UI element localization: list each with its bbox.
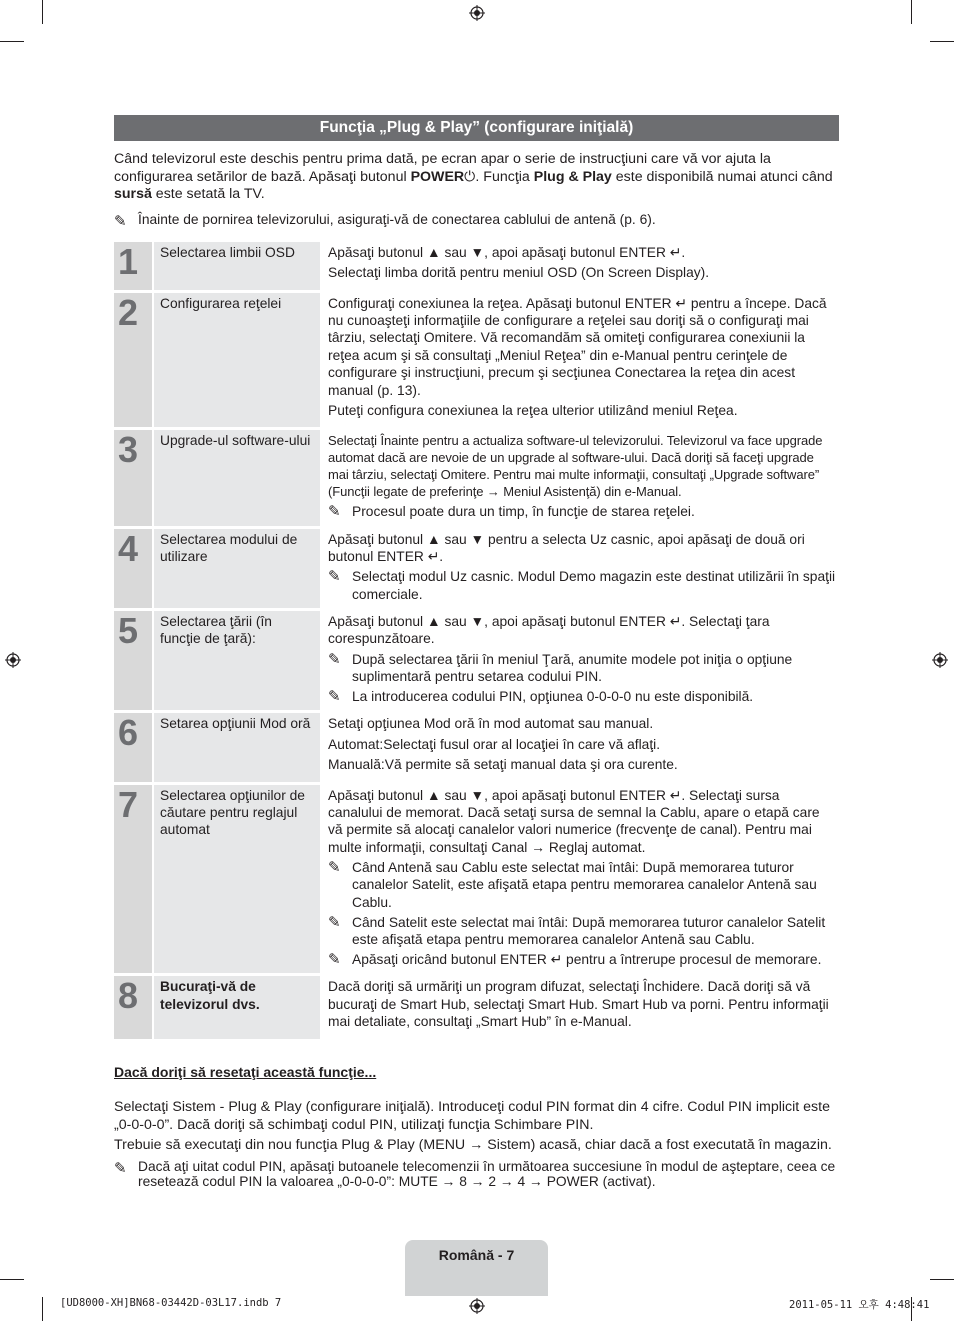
step-row — [114, 713, 839, 781]
crop-mark — [930, 41, 954, 42]
step-line: Manuală:Vă permite să setaţi manual data şi ora curente. — [328, 757, 678, 773]
intro-note — [114, 211, 839, 230]
intro-text: este setată la TV. — [151, 186, 265, 203]
step-row — [114, 785, 839, 974]
note-text: La introducerea codului PIN, opţiunea 0-0-0-0 nu este disponibilă. — [352, 689, 754, 705]
note-text: Procesul poate dura un timp, în funcţie de starea reţelei. — [352, 504, 695, 520]
step-number: 7 — [114, 785, 152, 974]
step-line: Selectaţi Înainte pentru a actualiza software-ul televizorului. Televizorul va face upgrade automat dacă are nevoie de un upgrade al software-ului. Dacă doriţi să faceţi upgrade mai târziu, selectaţi Omitere. Pentru mai multe informaţii, consultaţi „Upgrade software” (Funcţii legate de preferinţe → Meniul Asistenţă) din e-Manual. — [328, 433, 823, 500]
pencil-note-icon: ✎ — [328, 503, 341, 521]
registration-mark-icon — [469, 1298, 485, 1314]
reset-title: Dacă doriţi să resetaţi această funcţie... — [114, 1063, 377, 1080]
registration-mark-icon — [5, 652, 21, 668]
step-row — [114, 242, 839, 290]
source-label: sursă — [114, 186, 152, 203]
section-title: Funcţia „Plug & Play” (configurare iniţială) — [114, 115, 839, 141]
pencil-note-icon: ✎ — [328, 650, 341, 668]
intro-text: . Funcţia — [475, 168, 534, 185]
power-button-label: POWER — [410, 168, 465, 185]
step-line: Configuraţi conexiunea la reţea. Apăsaţi butonul ENTER ↵ pentru a începe. Dacă nu cunoaşteţi informaţiile de configurare a reţelei sau doriţi să o configuraţi mai târziu, selectaţi Omitere. Vă recomandăm să omiteţi configurarea conexiunii la reţea acum şi să consultaţi „Meniul Reţea” din e-Manual pentru cerinţele de configurare şi instrucţiuni, precum şi secţiunea Conectarea la reţea din acest manual (p. 13). — [328, 295, 827, 398]
step-note — [328, 951, 837, 968]
step-line: Setaţi opţiunea Mod oră în mod automat sau manual. — [328, 716, 654, 732]
step-label: Bucuraţi-vă de televizorul dvs. — [152, 976, 320, 1038]
step-row — [114, 293, 839, 428]
intro-paragraph — [114, 151, 839, 204]
step-label: Upgrade-ul software-ului — [152, 430, 320, 525]
intro-text: Când televizorul este deschis pentru prima dată, pe ecran apar o serie de instrucţiuni care vă vor ajuta la configurarea setărilor de bază. Apăsaţi butonul — [114, 151, 771, 185]
crop-mark — [911, 0, 912, 24]
step-number: 3 — [114, 430, 152, 525]
step-description — [320, 785, 839, 974]
step-description — [320, 293, 839, 428]
pencil-note-icon: ✎ — [114, 1159, 127, 1177]
pencil-note-icon: ✎ — [328, 859, 341, 877]
step-label: Configurarea reţelei — [152, 293, 320, 428]
note-text: Apăsaţi oricând butonul ENTER ↵ pentru a întrerupe procesul de memorare. — [352, 952, 822, 968]
registration-mark-icon — [932, 652, 948, 668]
step-number: 5 — [114, 611, 152, 710]
step-note — [328, 688, 837, 705]
step-label: Selectarea limbii OSD — [152, 242, 320, 290]
step-line: Apăsaţi butonul ▲ sau ▼, apoi apăsaţi butonul ENTER ↵. Selectaţi sursa canalului de memorat. Dacă setaţi sursa de semnal la Cablu, apare o etapă care vă permite să alocaţi canalelor valori numerice (frecvenţe de canal). Pentru mai multe informaţii, consultaţi Canal → Reglaj automat. — [328, 787, 820, 855]
reset-note — [114, 1159, 839, 1189]
step-label: Selectarea modului de utilizare — [152, 529, 320, 608]
print-slug-right: 2011-05-11 오후 4:48:41 — [789, 1299, 930, 1311]
step-row — [114, 976, 839, 1038]
crop-mark — [930, 1279, 954, 1280]
page-number-tab: Română - 7 — [405, 1240, 548, 1296]
step-row — [114, 611, 839, 710]
note-text: Când Antenă sau Cablu este selectat mai întâi: După memorarea tuturor canalelor Satelit, este afişată etapa pentru memorarea canalelor Antenă sau Cablu. — [352, 860, 817, 910]
intro-text: este disponibilă numai atunci când — [611, 168, 833, 185]
crop-mark — [0, 1279, 24, 1280]
page-content — [114, 115, 839, 1189]
pencil-note-icon: ✎ — [114, 212, 127, 230]
step-number: 2 — [114, 293, 152, 428]
note-text: Când Satelit este selectat mai întâi: După memorarea tuturor canalelor Satelit este afişată etapa pentru memorarea canalelor Antenă sau Cablu. — [352, 914, 826, 947]
step-line: Apăsaţi butonul ▲ sau ▼, apoi apăsaţi butonul ENTER ↵. Selectaţi ţara corespunzătoare. — [328, 613, 770, 647]
step-line: Automat:Selectaţi fusul orar al locaţiei în care vă aflaţi. — [328, 736, 661, 752]
step-row — [114, 430, 839, 525]
note-text: Selectaţi modul Uz casnic. Modul Demo magazin este destinat utilizării în spaţii comerciale. — [352, 569, 836, 602]
pencil-note-icon: ✎ — [328, 951, 341, 969]
pencil-note-icon: ✎ — [328, 568, 341, 586]
note-text: Înainte de pornirea televizorului, asiguraţi-vă de conectarea cablului de antenă (p. 6). — [138, 211, 656, 227]
step-line: Puteţi configura conexiunea la reţea ulterior utilizând meniul Reţea. — [328, 403, 738, 419]
step-note — [328, 651, 837, 685]
reset-paragraph-1: Selectaţi Sistem - Plug & Play (configurare iniţială). Introduceţi codul PIN format din 4 cifre. Codul PIN implicit este „0-0-0-0”. Dacă doriţi să schimbaţi codul PIN, utilizaţi funcţia Schimbare PIN. — [114, 1099, 830, 1133]
step-note — [328, 914, 837, 948]
step-number: 4 — [114, 529, 152, 608]
crop-mark — [0, 41, 24, 42]
step-note — [328, 503, 837, 520]
pencil-note-icon: ✎ — [328, 688, 341, 706]
step-label: Selectarea opţiunilor de căutare pentru reglajul automat — [152, 785, 320, 974]
step-line: Selectaţi limba dorită pentru meniul OSD (On Screen Display). — [328, 265, 710, 281]
step-note — [328, 859, 837, 911]
step-description — [320, 430, 839, 525]
step-number: 1 — [114, 242, 152, 290]
registration-mark-icon — [469, 5, 485, 21]
step-label: Setarea opţiunii Mod oră — [152, 713, 320, 781]
step-row — [114, 529, 839, 608]
reset-paragraph-2: Trebuie să executaţi din nou funcţia Plug & Play (MENU → Sistem) acasă, chiar dacă a fost executată în magazin. — [114, 1137, 832, 1154]
note-text: După selectarea ţării în meniul Ţară, anumite modele pot iniţia o opţiune suplimentară pentru setarea codului PIN. — [352, 651, 793, 684]
power-icon: ⏻ — [464, 168, 476, 185]
note-text: Dacă aţi uitat codul PIN, apăsaţi butoanele telecomenzii în următoarea succesiune în modul de aşteptare, ceea ce resetează codul PIN la valoarea „0-0-0-0”: MUTE → 8 → 2 → 4 → POWER (activat). — [138, 1158, 836, 1189]
crop-mark — [42, 0, 43, 24]
step-number: 8 — [114, 976, 152, 1038]
step-description — [320, 529, 839, 608]
step-line: Apăsaţi butonul ▲ sau ▼ pentru a selecta Uz casnic, apoi apăsaţi de două ori butonul ENTER ↵. — [328, 531, 805, 565]
step-description — [320, 713, 839, 781]
step-number: 6 — [114, 713, 152, 781]
step-description — [320, 242, 839, 290]
step-line: Dacă doriţi să urmăriţi un program difuzat, selectaţi Închidere. Dacă doriţi să vă bucuraţi de Smart Hub, selectaţi Smart Hub. Smart Hub va porni. Pentru informaţii mai detaliate, consultaţi „Smart Hub” în e-Manual. — [328, 979, 829, 1030]
crop-mark — [42, 1297, 43, 1321]
plug-play-label: Plug & Play — [533, 168, 612, 185]
step-description — [320, 976, 839, 1038]
step-note — [328, 568, 837, 602]
step-label: Selectarea ţării (în funcţie de ţară): — [152, 611, 320, 710]
step-line: Apăsaţi butonul ▲ sau ▼, apoi apăsaţi butonul ENTER ↵. — [328, 244, 686, 260]
pencil-note-icon: ✎ — [328, 913, 341, 931]
print-slug-left: [UD8000-XH]BN68-03442D-03L17.indb 7 — [60, 1297, 282, 1309]
steps-table — [114, 239, 839, 1042]
step-description — [320, 611, 839, 710]
